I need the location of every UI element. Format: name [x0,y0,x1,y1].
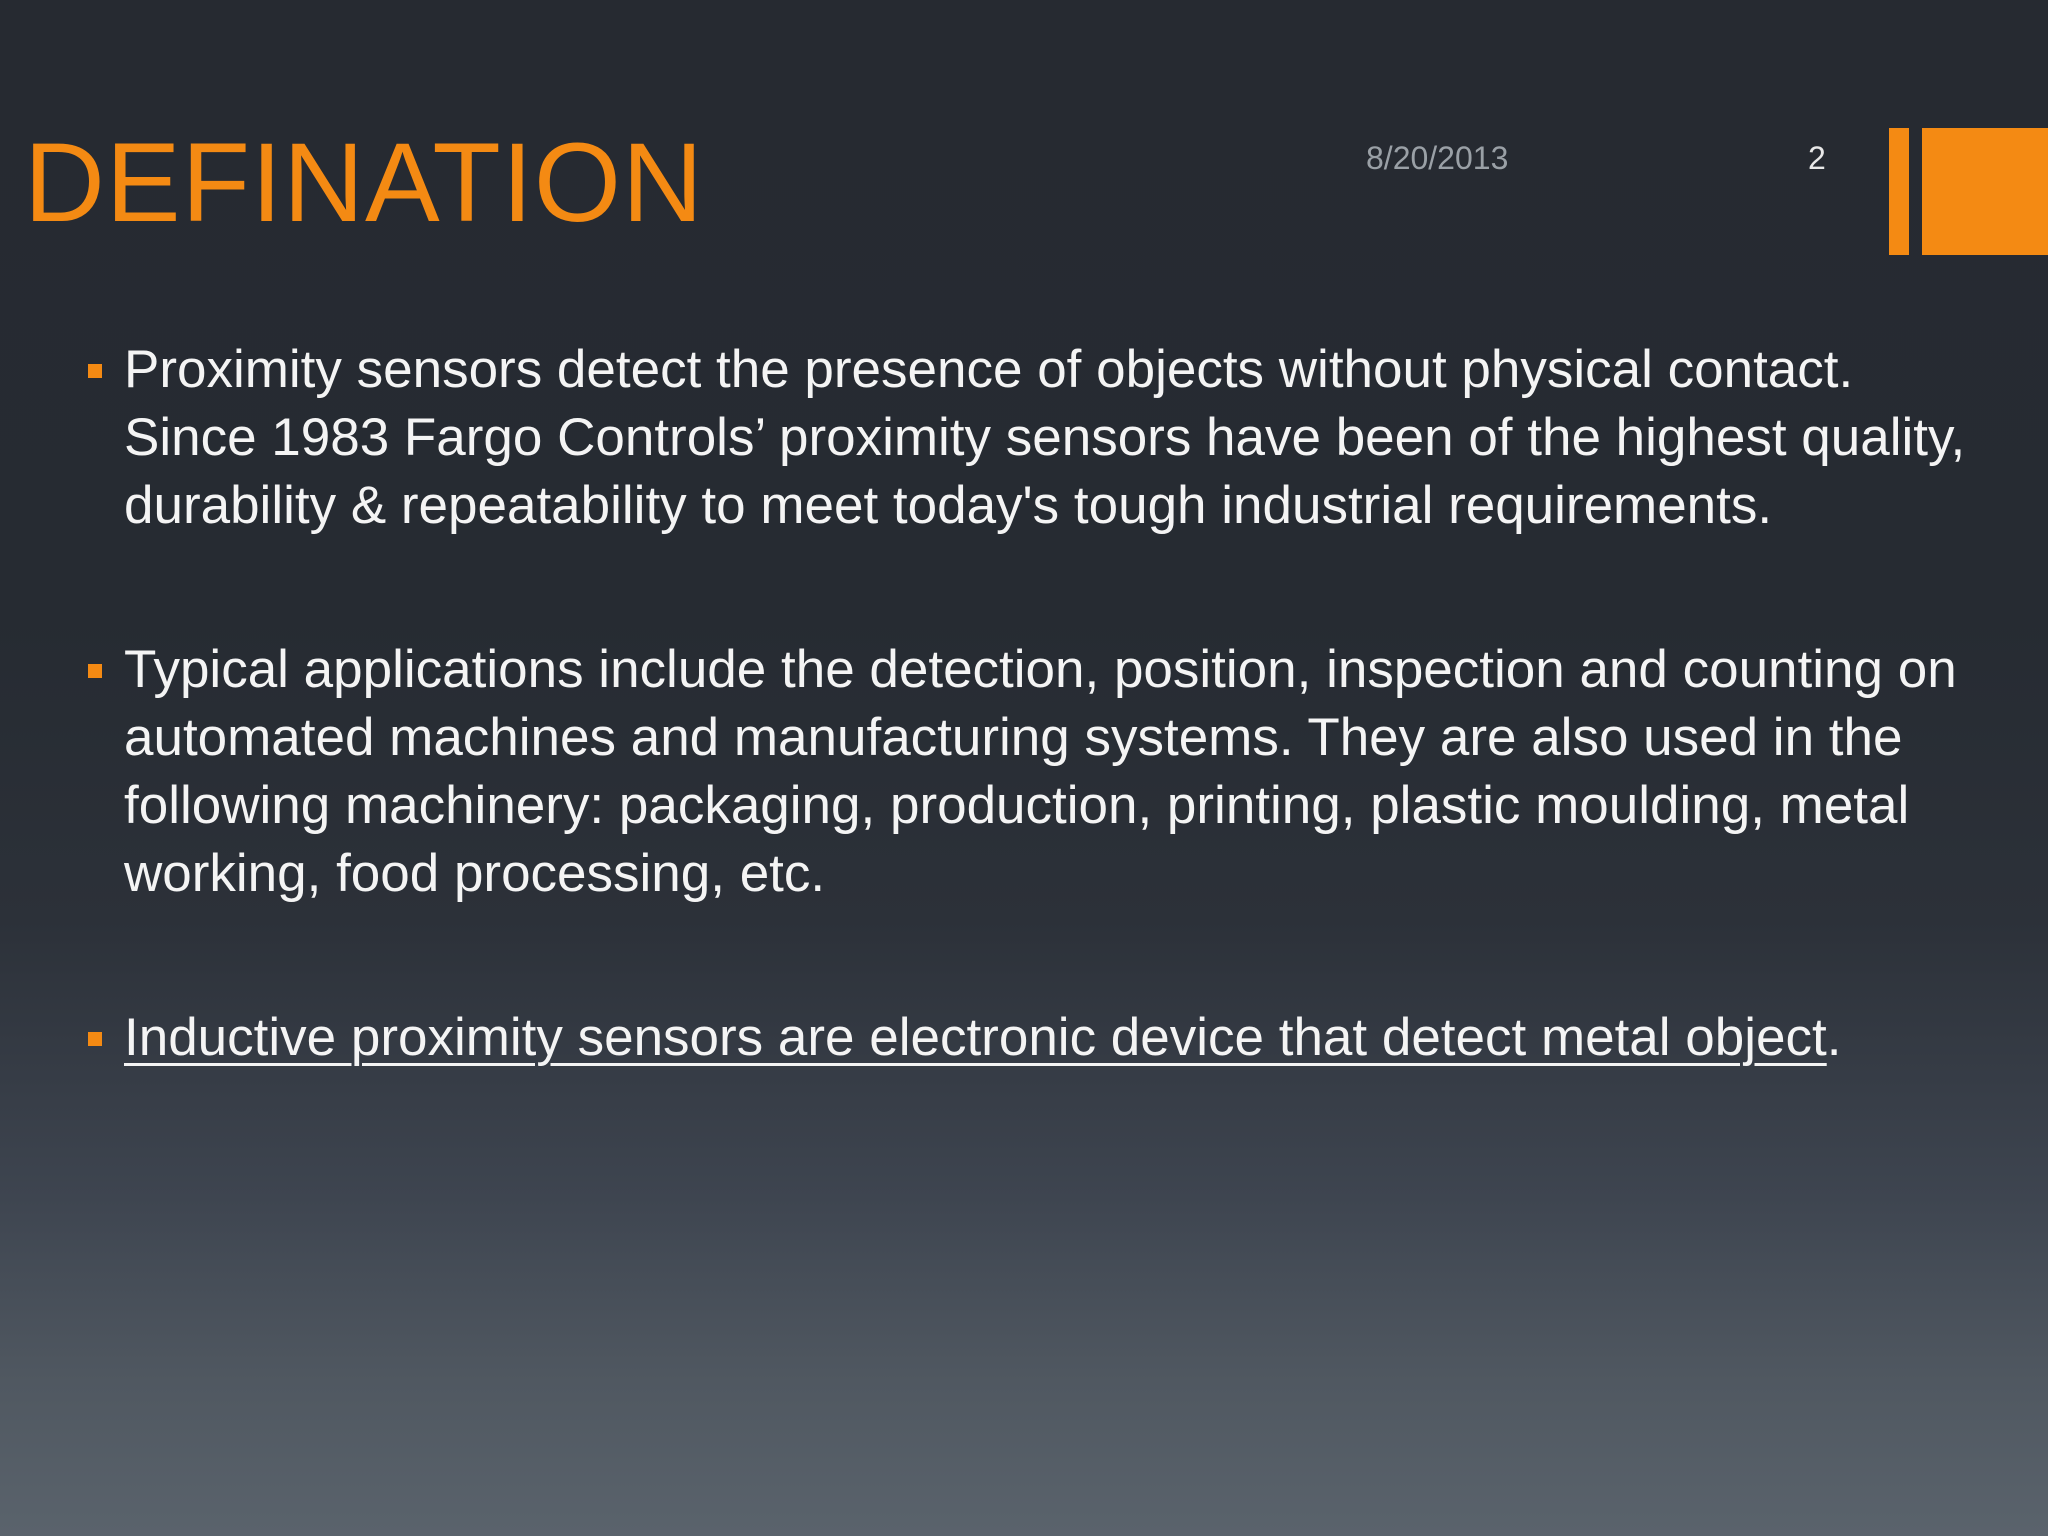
bullet-list [86,336,1986,1168]
accent-bar-block [1922,128,2048,255]
slide-date: 8/20/2013 [1366,140,1509,176]
accent-bar-thin [1889,128,1909,255]
bullet-trailing-text: . [1826,1008,1842,1067]
bullet-item-proximity-definition [86,336,1986,540]
bullet-item-applications [86,636,1986,908]
bullet-text: Proximity sensors detect the presence of objects without physical contact. Since 1983 Fargo Controls’ proximity sensors have been of the highest quality, durability & repeatability to meet today's tough industrial requirements. [124,340,1966,535]
square-bullet-icon [88,664,102,678]
square-bullet-icon [88,364,102,378]
bullet-item-inductive [86,1004,1986,1072]
slide-page-number: 2 [1808,140,1826,176]
slide-title: DEFINATION [24,120,704,245]
bullet-text: Typical applications include the detection, position, inspection and counting on automated machines and manufacturing systems. They are also used in the following machinery: packaging, production, printing, plastic moulding, metal working, food processing, etc. [124,640,1957,903]
square-bullet-icon [88,1032,102,1046]
inductive-sensors-link[interactable]: Inductive proximity sensors are electronic device that detect metal object [124,1008,1827,1067]
